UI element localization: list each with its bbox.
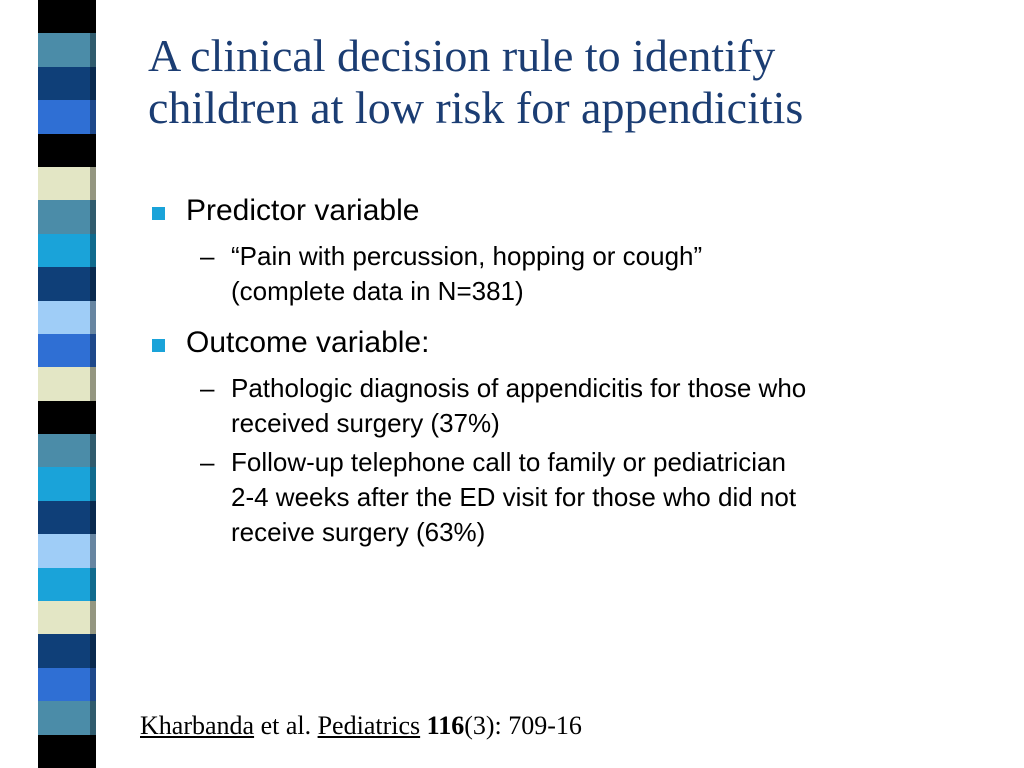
stripe-segment bbox=[38, 334, 96, 368]
bullet-outcome bbox=[150, 325, 1010, 361]
stripe-segment bbox=[38, 467, 96, 501]
citation-etal: et al. bbox=[254, 711, 318, 740]
stripe-segment bbox=[38, 701, 96, 735]
sub-bullet-line: Pathologic diagnosis of appendicitis for those who bbox=[231, 373, 807, 403]
stripe-segment bbox=[38, 234, 96, 268]
stripe-segment bbox=[38, 434, 96, 468]
square-bullet-icon bbox=[152, 207, 165, 220]
sub-bullet-followup bbox=[200, 445, 1010, 550]
slide-title-line-1: A clinical decision rule to identify bbox=[148, 30, 776, 81]
slide-body bbox=[150, 193, 1010, 550]
sub-bullet-line: Follow-up telephone call to family or pediatrician bbox=[231, 447, 786, 477]
sub-bullet-line: 2-4 weeks after the ED visit for those who did not bbox=[231, 482, 797, 512]
stripe-segment bbox=[38, 33, 96, 67]
citation-author-link[interactable]: Kharbanda bbox=[140, 711, 255, 740]
stripe-segment bbox=[38, 301, 96, 335]
stripe-segment bbox=[38, 668, 96, 702]
stripe-segment bbox=[38, 67, 96, 101]
bullet-predictor bbox=[150, 193, 1010, 229]
sub-bullet-pathologic bbox=[200, 371, 1010, 441]
sub-bullet-line: (complete data in N=381) bbox=[231, 276, 524, 306]
citation-pages: (3): 709-16 bbox=[464, 711, 582, 740]
citation-volume: 116 bbox=[426, 711, 465, 740]
bullet-text: Outcome variable: bbox=[186, 326, 430, 359]
stripe-segment bbox=[38, 601, 96, 635]
stripe-segment bbox=[38, 367, 96, 401]
square-bullet-icon bbox=[152, 339, 165, 352]
citation bbox=[140, 710, 582, 742]
stripe-segment bbox=[38, 167, 96, 201]
slide-title bbox=[148, 30, 1008, 134]
stripe-segment bbox=[38, 501, 96, 535]
stripe-segment bbox=[38, 200, 96, 234]
dash-icon: – bbox=[200, 241, 215, 271]
stripe-segment bbox=[38, 735, 96, 768]
sub-bullet-predictor-detail bbox=[200, 239, 1010, 309]
stripe-segment bbox=[38, 0, 96, 34]
citation-journal-link[interactable]: Pediatrics bbox=[317, 711, 421, 740]
slide-title-line-2: children at low risk for appendicitis bbox=[148, 82, 804, 133]
dash-icon: – bbox=[200, 447, 215, 477]
stripe-segment bbox=[38, 568, 96, 602]
sub-bullet-line: received surgery (37%) bbox=[231, 408, 500, 438]
stripe-segment bbox=[38, 534, 96, 568]
stripe-segment bbox=[38, 401, 96, 435]
sub-bullet-line: receive surgery (63%) bbox=[231, 517, 486, 547]
bullet-text: Predictor variable bbox=[186, 194, 420, 227]
stripe-segment bbox=[38, 134, 96, 168]
stripe-segment bbox=[38, 267, 96, 301]
dash-icon: – bbox=[200, 373, 215, 403]
sub-bullet-line: “Pain with percussion, hopping or cough” bbox=[231, 241, 703, 271]
decorative-stripe-bar bbox=[38, 0, 96, 768]
stripe-segment bbox=[38, 634, 96, 668]
stripe-segment bbox=[38, 100, 96, 134]
